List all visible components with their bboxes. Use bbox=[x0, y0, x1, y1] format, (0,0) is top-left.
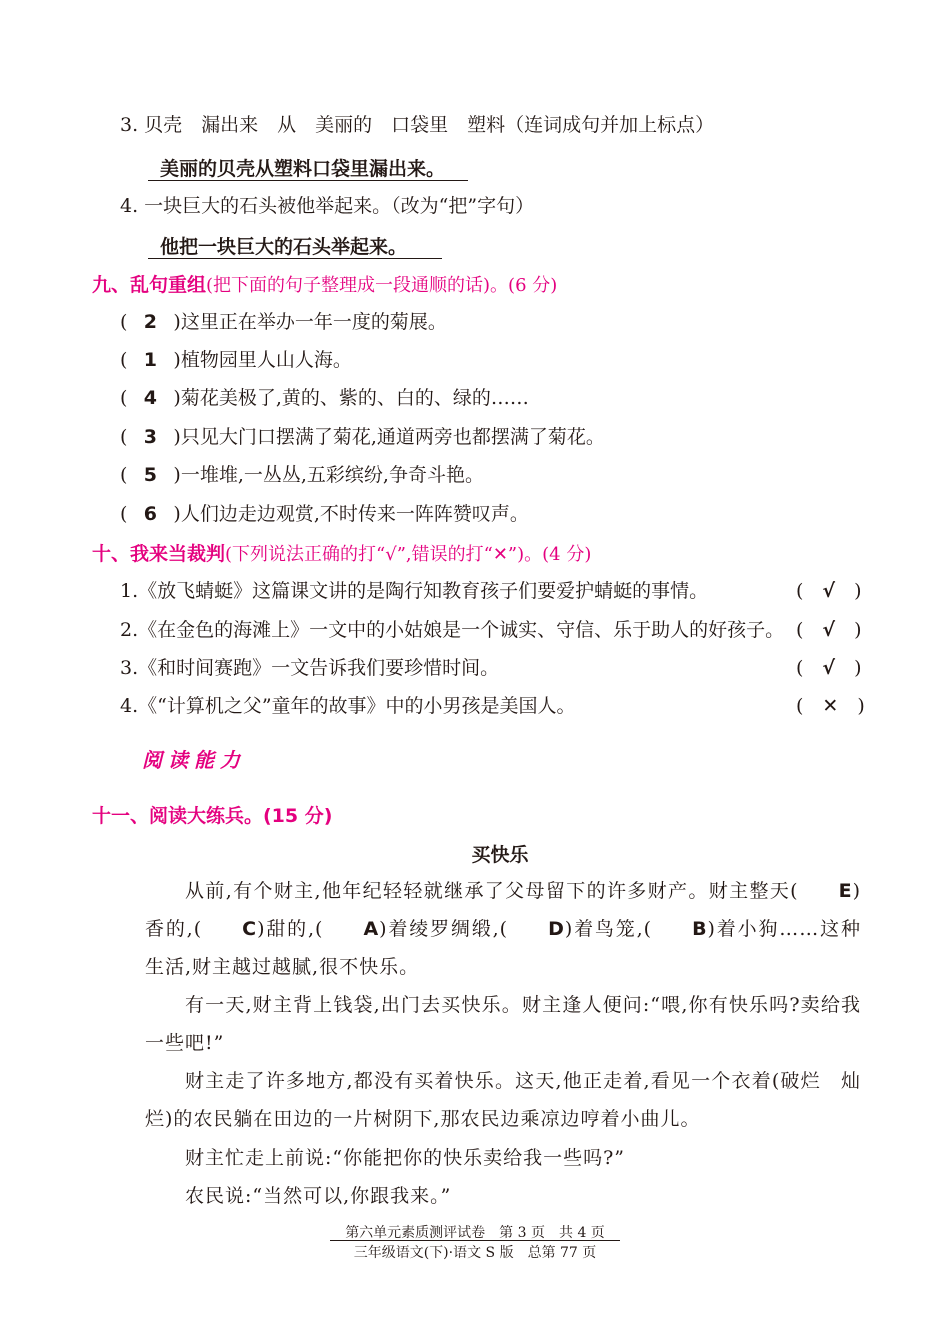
order-sentence: )一堆堆,一丛丛,五彩缤纷,争奇斗艳。 bbox=[173, 464, 484, 486]
blank-answer: D bbox=[548, 918, 565, 940]
section-9-heading bbox=[92, 270, 557, 297]
blank-answer: B bbox=[692, 918, 708, 940]
judge-answer: ( ✕ ) bbox=[796, 695, 865, 717]
question-4: 4. 一块巨大的石头被他举起来。（改为“把”字句） bbox=[120, 195, 535, 217]
judge-mark-value: √ bbox=[822, 580, 836, 602]
order-number: 6 bbox=[143, 503, 158, 525]
order-row: ( 6 )人们边走边观赏,不时传来一阵阵赞叹声。 bbox=[120, 503, 529, 525]
passage-paragraph-5: 农民说:“当然可以,你跟我来。” bbox=[185, 1185, 452, 1207]
judge-mark-value: ✕ bbox=[822, 695, 839, 717]
answer-4: 他把一块巨大的石头举起来。 bbox=[160, 236, 408, 258]
section-10-title: 十、我来当裁判 bbox=[92, 543, 226, 565]
reading-section-label: 阅读能力 bbox=[142, 748, 246, 772]
judge-answer: ( √ ) bbox=[796, 619, 862, 641]
section-9-note: (把下面的句子整理成一段通顺的话)。(6 分) bbox=[206, 275, 558, 296]
order-sentence: )人们边走边观赏,不时传来一阵阵赞叹声。 bbox=[173, 503, 529, 525]
judge-statement: 1.《放飞蜻蜓》这篇课文讲的是陶行知教育孩子们要爱护蜻蜓的事情。 bbox=[120, 580, 709, 602]
order-number: 2 bbox=[143, 311, 158, 333]
passage-paragraph-4: 财主忙走上前说:“你能把你的快乐卖给我一些吗?” bbox=[185, 1147, 626, 1169]
section-9-title: 九、乱句重组 bbox=[92, 274, 207, 296]
judge-mark-value: √ bbox=[822, 657, 836, 679]
judge-statement: 4.《“计算机之父”童年的故事》中的小男孩是美国人。 bbox=[120, 695, 576, 717]
order-row: ( 1 )植物园里人山人海。 bbox=[120, 349, 352, 371]
passage-paragraph-1 bbox=[145, 872, 861, 986]
judge-mark-value: √ bbox=[822, 619, 836, 641]
passage-text: )着绫罗绸缎,( bbox=[379, 918, 509, 940]
judge-statement: 2.《在金色的海滩上》一文中的小姑娘是一个诚实、守信、乐于助人的好孩子。 bbox=[120, 619, 785, 641]
judge-item bbox=[120, 693, 865, 719]
passage-paragraph-3: 财主走了许多地方,都没有买着快乐。这天,他正走着,看见一个衣着(破烂 灿烂)的农民躺在田边的一片树阴下,那农民边乘凉边哼着小曲儿。 bbox=[145, 1070, 861, 1130]
judge-item bbox=[120, 578, 860, 604]
question-3: 3. 贝壳 漏出来 从 美丽的 口袋里 塑料（连词成句并加上标点） bbox=[120, 114, 715, 136]
order-row: ( 3 )只见大门口摆满了菊花,通道两旁也都摆满了菊花。 bbox=[120, 426, 605, 448]
passage-paragraph-2: 有一天,财主背上钱袋,出门去买快乐。财主逢人便问:“喂,你有快乐吗?卖给我一些吧!” bbox=[145, 994, 861, 1054]
passage-title: 买快乐 bbox=[471, 844, 529, 866]
answer-3: 美丽的贝壳从塑料口袋里漏出来。 bbox=[160, 158, 446, 180]
passage-text: )香的,( bbox=[145, 880, 861, 940]
blank-answer: E bbox=[838, 880, 853, 902]
order-number: 3 bbox=[143, 426, 158, 448]
answer-3-underline bbox=[148, 180, 468, 181]
footer-divider bbox=[330, 1240, 620, 1241]
order-row: ( 2 )这里正在举办一年一度的菊展。 bbox=[120, 311, 447, 333]
order-sentence: )植物园里人山人海。 bbox=[173, 349, 352, 371]
blank-answer: C bbox=[242, 918, 258, 940]
footer-line-1: 第六单元素质测评试卷 第 3 页 共 4 页 bbox=[345, 1225, 605, 1241]
blank-answer: A bbox=[363, 918, 380, 940]
judge-item bbox=[120, 655, 860, 681]
order-sentence: )这里正在举办一年一度的菊展。 bbox=[173, 311, 447, 333]
judge-item bbox=[120, 617, 860, 643]
passage-text: )着小狗……这种生活,财主越过越腻,很不快乐。 bbox=[145, 918, 861, 978]
judge-answer: ( √ ) bbox=[796, 580, 862, 602]
judge-answer: ( √ ) bbox=[796, 657, 862, 679]
order-number: 4 bbox=[143, 387, 158, 409]
footer-line-2: 三年级语文(下)·语文 S 版 总第 77 页 bbox=[353, 1245, 597, 1261]
order-row: ( 4 )菊花美极了,黄的、紫的、白的、绿的…… bbox=[120, 387, 529, 409]
order-number: 5 bbox=[143, 464, 158, 486]
passage-text: )甜的,( bbox=[257, 918, 324, 940]
passage-text: )着鸟笼,( bbox=[564, 918, 653, 940]
section-10-heading bbox=[92, 539, 591, 566]
section-10-note: (下列说法正确的打“√”,错误的打“✕”)。(4 分) bbox=[225, 544, 592, 565]
order-number: 1 bbox=[143, 349, 158, 371]
passage-text: 从前,有个财主,他年纪轻轻就继承了父母留下的许多财产。财主整天( bbox=[185, 880, 799, 902]
judge-statement: 3.《和时间赛跑》一文告诉我们要珍惜时间。 bbox=[120, 657, 500, 679]
order-row: ( 5 )一堆堆,一丛丛,五彩缤纷,争奇斗艳。 bbox=[120, 464, 484, 486]
order-sentence: )只见大门口摆满了菊花,通道两旁也都摆满了菊花。 bbox=[173, 426, 605, 448]
section-11-heading: 十一、阅读大练兵。(15 分) bbox=[92, 805, 333, 827]
answer-4-underline bbox=[148, 258, 442, 259]
order-sentence: )菊花美极了,黄的、紫的、白的、绿的…… bbox=[173, 387, 529, 409]
